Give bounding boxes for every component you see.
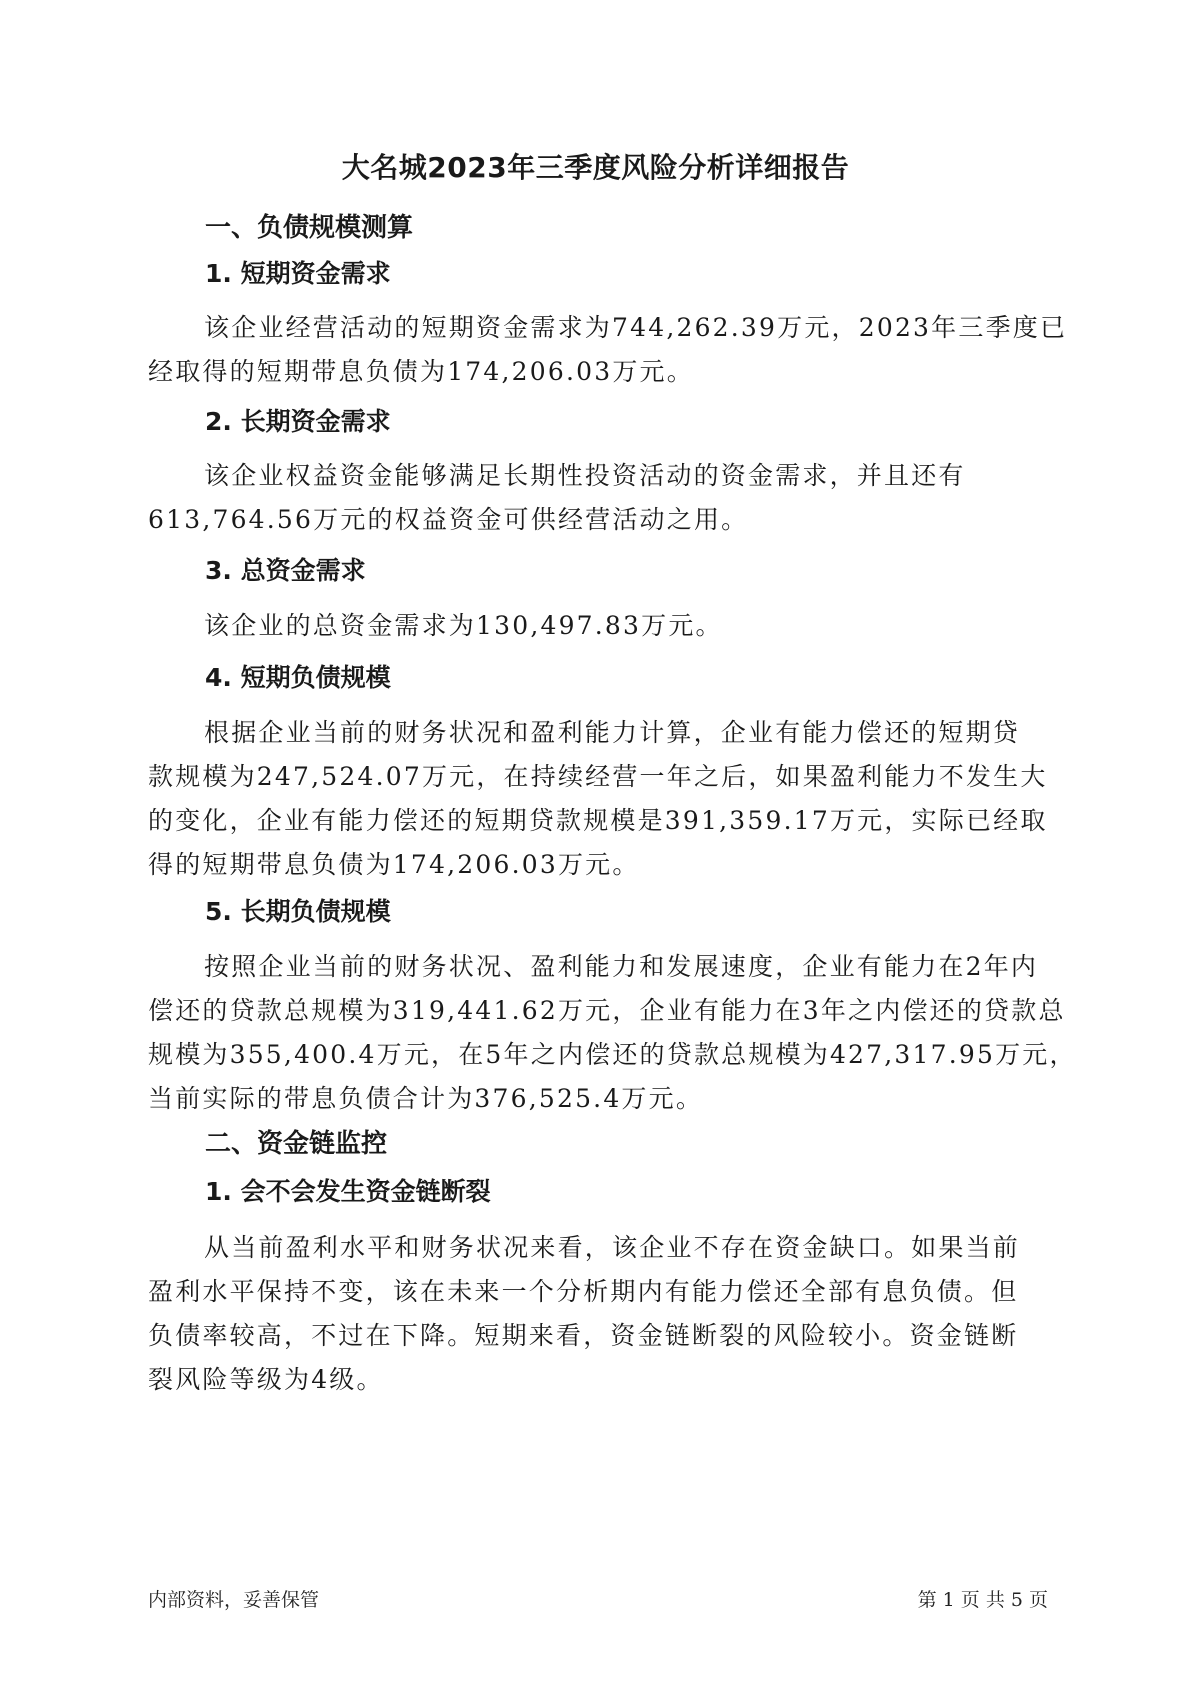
text-line: 按照企业当前的财务状况、盈利能力和发展速度，企业有能力在2年内 bbox=[204, 952, 1039, 981]
section-heading-debt-scale: 一、负债规模测算 bbox=[205, 213, 414, 243]
section-heading-capital-chain: 二、资金链监控 bbox=[205, 1129, 388, 1159]
text-line: 偿还的贷款总规模为319,441.62万元，企业有能力在3年之内偿还的贷款总 bbox=[148, 996, 1066, 1025]
text-line: 规模为355,400.4万元，在5年之内偿还的贷款总规模为427,317.95万元， bbox=[148, 1040, 1077, 1069]
subsection-heading-short-term-funding: 1. 短期资金需求 bbox=[205, 259, 391, 288]
footer-confidential-note: 内部资料，妥善保管 bbox=[148, 1589, 320, 1611]
paragraph-short-term-debt bbox=[148, 711, 1048, 887]
text-line: 负债率较高，不过在下降。短期来看，资金链断裂的风险较小。资金链断 bbox=[148, 1321, 1019, 1350]
paragraph-long-term-debt bbox=[148, 945, 1077, 1121]
paragraph-long-term-funding bbox=[148, 454, 1048, 542]
text-line: 该企业权益资金能够满足长期性投资活动的资金需求，并且还有 bbox=[204, 461, 966, 490]
text-line: 裂风险等级为4级。 bbox=[148, 1365, 384, 1394]
paragraph-total-funding bbox=[148, 604, 1048, 648]
page-title: 大名城2023年三季度风险分析详细报告 bbox=[341, 151, 850, 184]
text-line: 经取得的短期带息负债为174,206.03万元。 bbox=[148, 357, 694, 386]
text-line: 该企业经营活动的短期资金需求为744,262.39万元，2023年三季度已 bbox=[204, 313, 1068, 342]
text-line: 613,764.56万元的权益资金可供经营活动之用。 bbox=[148, 505, 749, 534]
subsection-heading-long-term-debt: 5. 长期负债规模 bbox=[205, 897, 391, 926]
text-line: 得的短期带息负债为174,206.03万元。 bbox=[148, 850, 640, 879]
subsection-heading-long-term-funding: 2. 长期资金需求 bbox=[205, 407, 391, 436]
paragraph-short-term-funding bbox=[148, 306, 1068, 394]
subsection-heading-total-funding: 3. 总资金需求 bbox=[205, 556, 366, 585]
text-line: 该企业的总资金需求为130,497.83万元。 bbox=[204, 611, 723, 640]
text-line: 的变化，企业有能力偿还的短期贷款规模是391,359.17万元，实际已经取 bbox=[148, 806, 1048, 835]
subsection-heading-chain-break: 1. 会不会发生资金链断裂 bbox=[205, 1177, 491, 1206]
footer-page-number: 第 1 页 共 5 页 bbox=[917, 1589, 1048, 1611]
text-line: 款规模为247,524.07万元，在持续经营一年之后，如果盈利能力不发生大 bbox=[148, 762, 1048, 791]
text-line: 盈利水平保持不变，该在未来一个分析期内有能力偿还全部有息负债。但 bbox=[148, 1277, 1019, 1306]
text-line: 当前实际的带息负债合计为376,525.4万元。 bbox=[148, 1084, 704, 1113]
text-line: 根据企业当前的财务状况和盈利能力计算，企业有能力偿还的短期贷 bbox=[204, 718, 1021, 747]
subsection-heading-short-term-debt: 4. 短期负债规模 bbox=[205, 663, 391, 692]
paragraph-chain-break bbox=[148, 1226, 1048, 1402]
text-line: 从当前盈利水平和财务状况来看，该企业不存在资金缺口。如果当前 bbox=[204, 1233, 1021, 1262]
